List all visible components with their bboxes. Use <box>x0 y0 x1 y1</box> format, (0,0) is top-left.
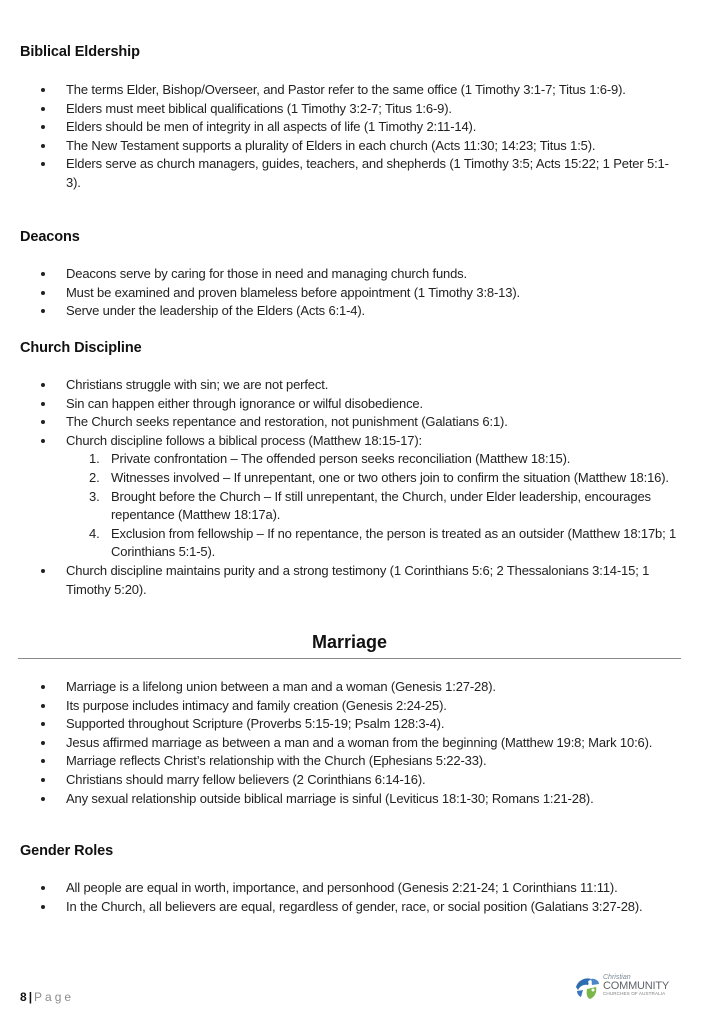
list-item: Deacons serve by caring for those in need and managing church funds. <box>0 265 706 284</box>
list-item: The terms Elder, Bishop/Overseer, and Pastor refer to the same office (1 Timothy 3:1-7; Titus 1:6-9). <box>0 81 706 100</box>
deacons-list <box>0 265 706 321</box>
logo-emblem-icon <box>574 975 602 1001</box>
step-item: 2. Witnesses involved – If unrepentant, one or two others join to confirm the situation (Matthew 18:16). <box>89 469 669 485</box>
bullet-icon <box>41 162 45 166</box>
list-item: Church discipline follows a biblical process (Matthew 18:15-17): 1. Private confrontation – The offended person seeks reconciliation (Matthew 18:15). 2. Witnesses involved – If unrepentant, one or two others join to confirm the situation (Matthew 18:16). 3. Brought before the Church – If still unrepentant, the Church, under Elder leadership, encourages repentance (Matthew 18:17a). 4. Exclusion from fellowship – If no repentance, the person is treated as an outsider (Matthew 18:17b; 1 Corinthians 5:1-5). <box>0 432 706 562</box>
bullet-icon <box>41 722 45 726</box>
bullet-icon <box>41 704 45 708</box>
list-item: Supported throughout Scripture (Proverbs 5:15-19; Psalm 128:3-4). <box>0 715 706 734</box>
bullet-icon <box>41 272 45 276</box>
list-item: Marriage is a lifelong union between a man and a woman (Genesis 1:27-28). <box>0 678 706 697</box>
list-item: In the Church, all believers are equal, regardless of gender, race, or social position (Galatians 3:27-28). <box>0 898 706 917</box>
discipline-list <box>0 376 706 599</box>
bullet-icon <box>41 797 45 801</box>
list-item: Must be examined and proven blameless before appointment (1 Timothy 3:8-13). <box>0 284 706 303</box>
bullet-icon <box>41 291 45 295</box>
church-logo <box>574 973 684 1005</box>
bullet-icon <box>41 759 45 763</box>
heading-church-discipline: Church Discipline <box>20 340 142 356</box>
list-item: Sin can happen either through ignorance or wilful disobedience. <box>0 395 706 414</box>
section-divider <box>18 658 681 659</box>
list-item: Church discipline maintains purity and a strong testimony (1 Corinthians 5:6; 2 Thessalonians 3:14-15; 1 Timothy 5:20). <box>0 562 706 599</box>
step-item: 3. Brought before the Church – If still unrepentant, the Church, under Elder leadership, encourages repentance (Matthew 18:17a). <box>89 488 651 523</box>
heading-biblical-eldership: Biblical Eldership <box>20 44 140 60</box>
list-item: Christians struggle with sin; we are not perfect. <box>0 376 706 395</box>
bullet-icon <box>41 88 45 92</box>
step-item: 4. Exclusion from fellowship – If no repentance, the person is treated as an outsider (Matthew 18:17b; 1 Corinthians 5:1-5). <box>89 525 677 560</box>
bullet-icon <box>41 569 45 573</box>
list-item: Marriage reflects Christ’s relationship with the Church (Ephesians 5:22-33). <box>0 752 706 771</box>
bullet-icon <box>41 741 45 745</box>
bullet-icon <box>41 402 45 406</box>
bullet-icon <box>41 439 45 443</box>
bullet-icon <box>41 420 45 424</box>
step-item: 1. Private confrontation – The offended person seeks reconciliation (Matthew 18:15). <box>89 451 571 467</box>
bullet-icon <box>41 886 45 890</box>
section-title-marriage: Marriage <box>311 632 388 652</box>
bullet-icon <box>41 905 45 909</box>
bullet-icon <box>41 125 45 129</box>
list-item: Elders should be men of integrity in all aspects of life (1 Timothy 2:11-14). <box>0 118 706 137</box>
list-item: Its purpose includes intimacy and family creation (Genesis 2:24-25). <box>0 697 706 716</box>
gender-list <box>0 879 706 916</box>
bullet-icon <box>41 778 45 782</box>
bullet-icon <box>41 685 45 689</box>
bullet-icon <box>41 309 45 313</box>
list-item: Any sexual relationship outside biblical marriage is sinful (Leviticus 18:1-30; Romans 1:21-28). <box>0 790 706 809</box>
bullet-icon <box>41 107 45 111</box>
page-number: 8 | Page <box>20 990 75 1004</box>
heading-gender-roles: Gender Roles <box>20 843 114 859</box>
list-item: Elders serve as church managers, guides, teachers, and shepherds (1 Timothy 3:5; Acts 15:22; 1 Peter 5:1-3). <box>0 155 706 192</box>
eldership-list <box>0 81 706 193</box>
heading-deacons: Deacons <box>20 229 80 245</box>
logo-text: Christian COMMUNITY CHURCHES OF AUSTRALIA <box>603 974 670 996</box>
list-item: The Church seeks repentance and restoration, not punishment (Galatians 6:1). <box>0 413 706 432</box>
list-item: All people are equal in worth, importance, and personhood (Genesis 2:21-24; 1 Corinthians 11:11). <box>0 879 706 898</box>
bullet-icon <box>41 144 45 148</box>
list-item: Elders must meet biblical qualifications (1 Timothy 3:2-7; Titus 1:6-9). <box>0 100 706 119</box>
list-item: The New Testament supports a plurality of Elders in each church (Acts 11:30; 14:23; Titus 1:5). <box>0 137 706 156</box>
list-item: Serve under the leadership of the Elders (Acts 6:1-4). <box>0 302 706 321</box>
list-item: Christians should marry fellow believers (2 Corinthians 6:14-16). <box>0 771 706 790</box>
bullet-icon <box>41 383 45 387</box>
discipline-steps <box>66 450 680 562</box>
marriage-list <box>0 678 706 808</box>
list-item: Jesus affirmed marriage as between a man and a woman from the beginning (Matthew 19:8; Mark 10:6). <box>0 734 706 753</box>
